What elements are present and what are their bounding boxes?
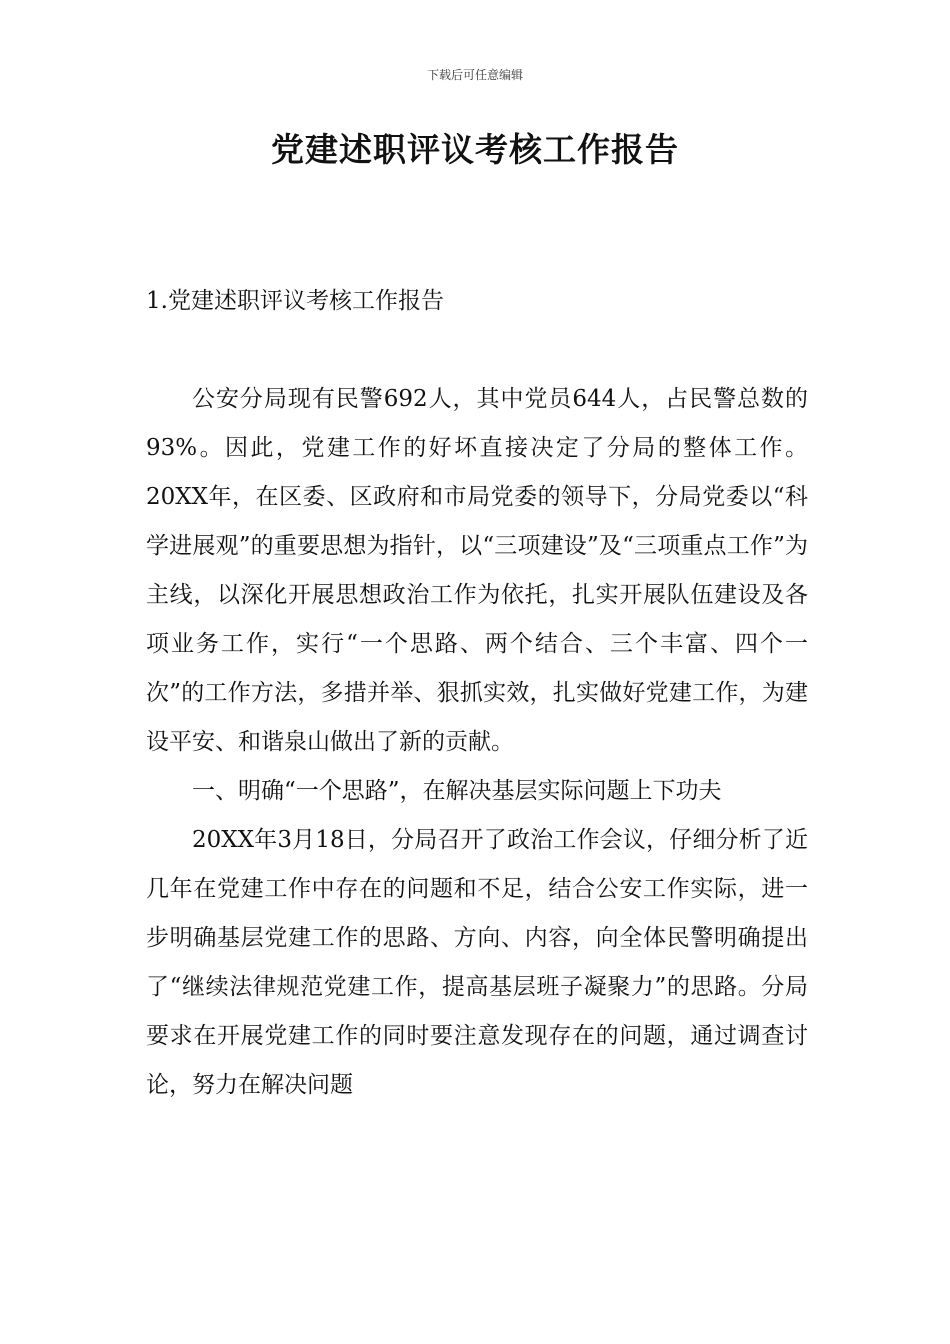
paragraph-heading: 一、明确“一个思路”，在解决基层实际问题上下功夫 <box>192 778 722 804</box>
section-heading: 1.党建述职评议考核工作报告 <box>146 288 444 314</box>
header-note: 下载后可任意编辑 <box>426 68 523 82</box>
document-title: 党建述职评议考核工作报告 <box>271 130 679 169</box>
paragraph: 公安分局现有民警692人，其中党员644人，占民警总数的93%。因此，党建工作的好坏直接决定了分局的整体工作。20XX年，在区委、区政府和市局党委的领导下，分局党委以“科学进展观”的重要思想为指针，以“三项建设”及“三项重点工作”为主线，以深化开展思想政治工作为依托，扎实开展队伍建设及各项业务工作，实行“一个思路、两个结合、三个丰富、四个一次”的工作方法，多措并举、狠抓实效，扎实做好党建工作，为建设平安、和谐泉山做出了新的贡献。 <box>146 386 808 755</box>
body-text <box>146 375 808 1110</box>
paragraph: 20XX年3月18日，分局召开了政治工作会议，仔细分析了近几年在党建工作中存在的问题和不足，结合公安工作实际，进一步明确基层党建工作的思路、方向、内容，向全体民警明确提出了“继续法律规范党建工作，提高基层班子凝聚力”的思路。分局要求在开展党建工作的同时要注意发现存在的问题，通过调查讨论，努力在解决问题 <box>146 827 808 1098</box>
